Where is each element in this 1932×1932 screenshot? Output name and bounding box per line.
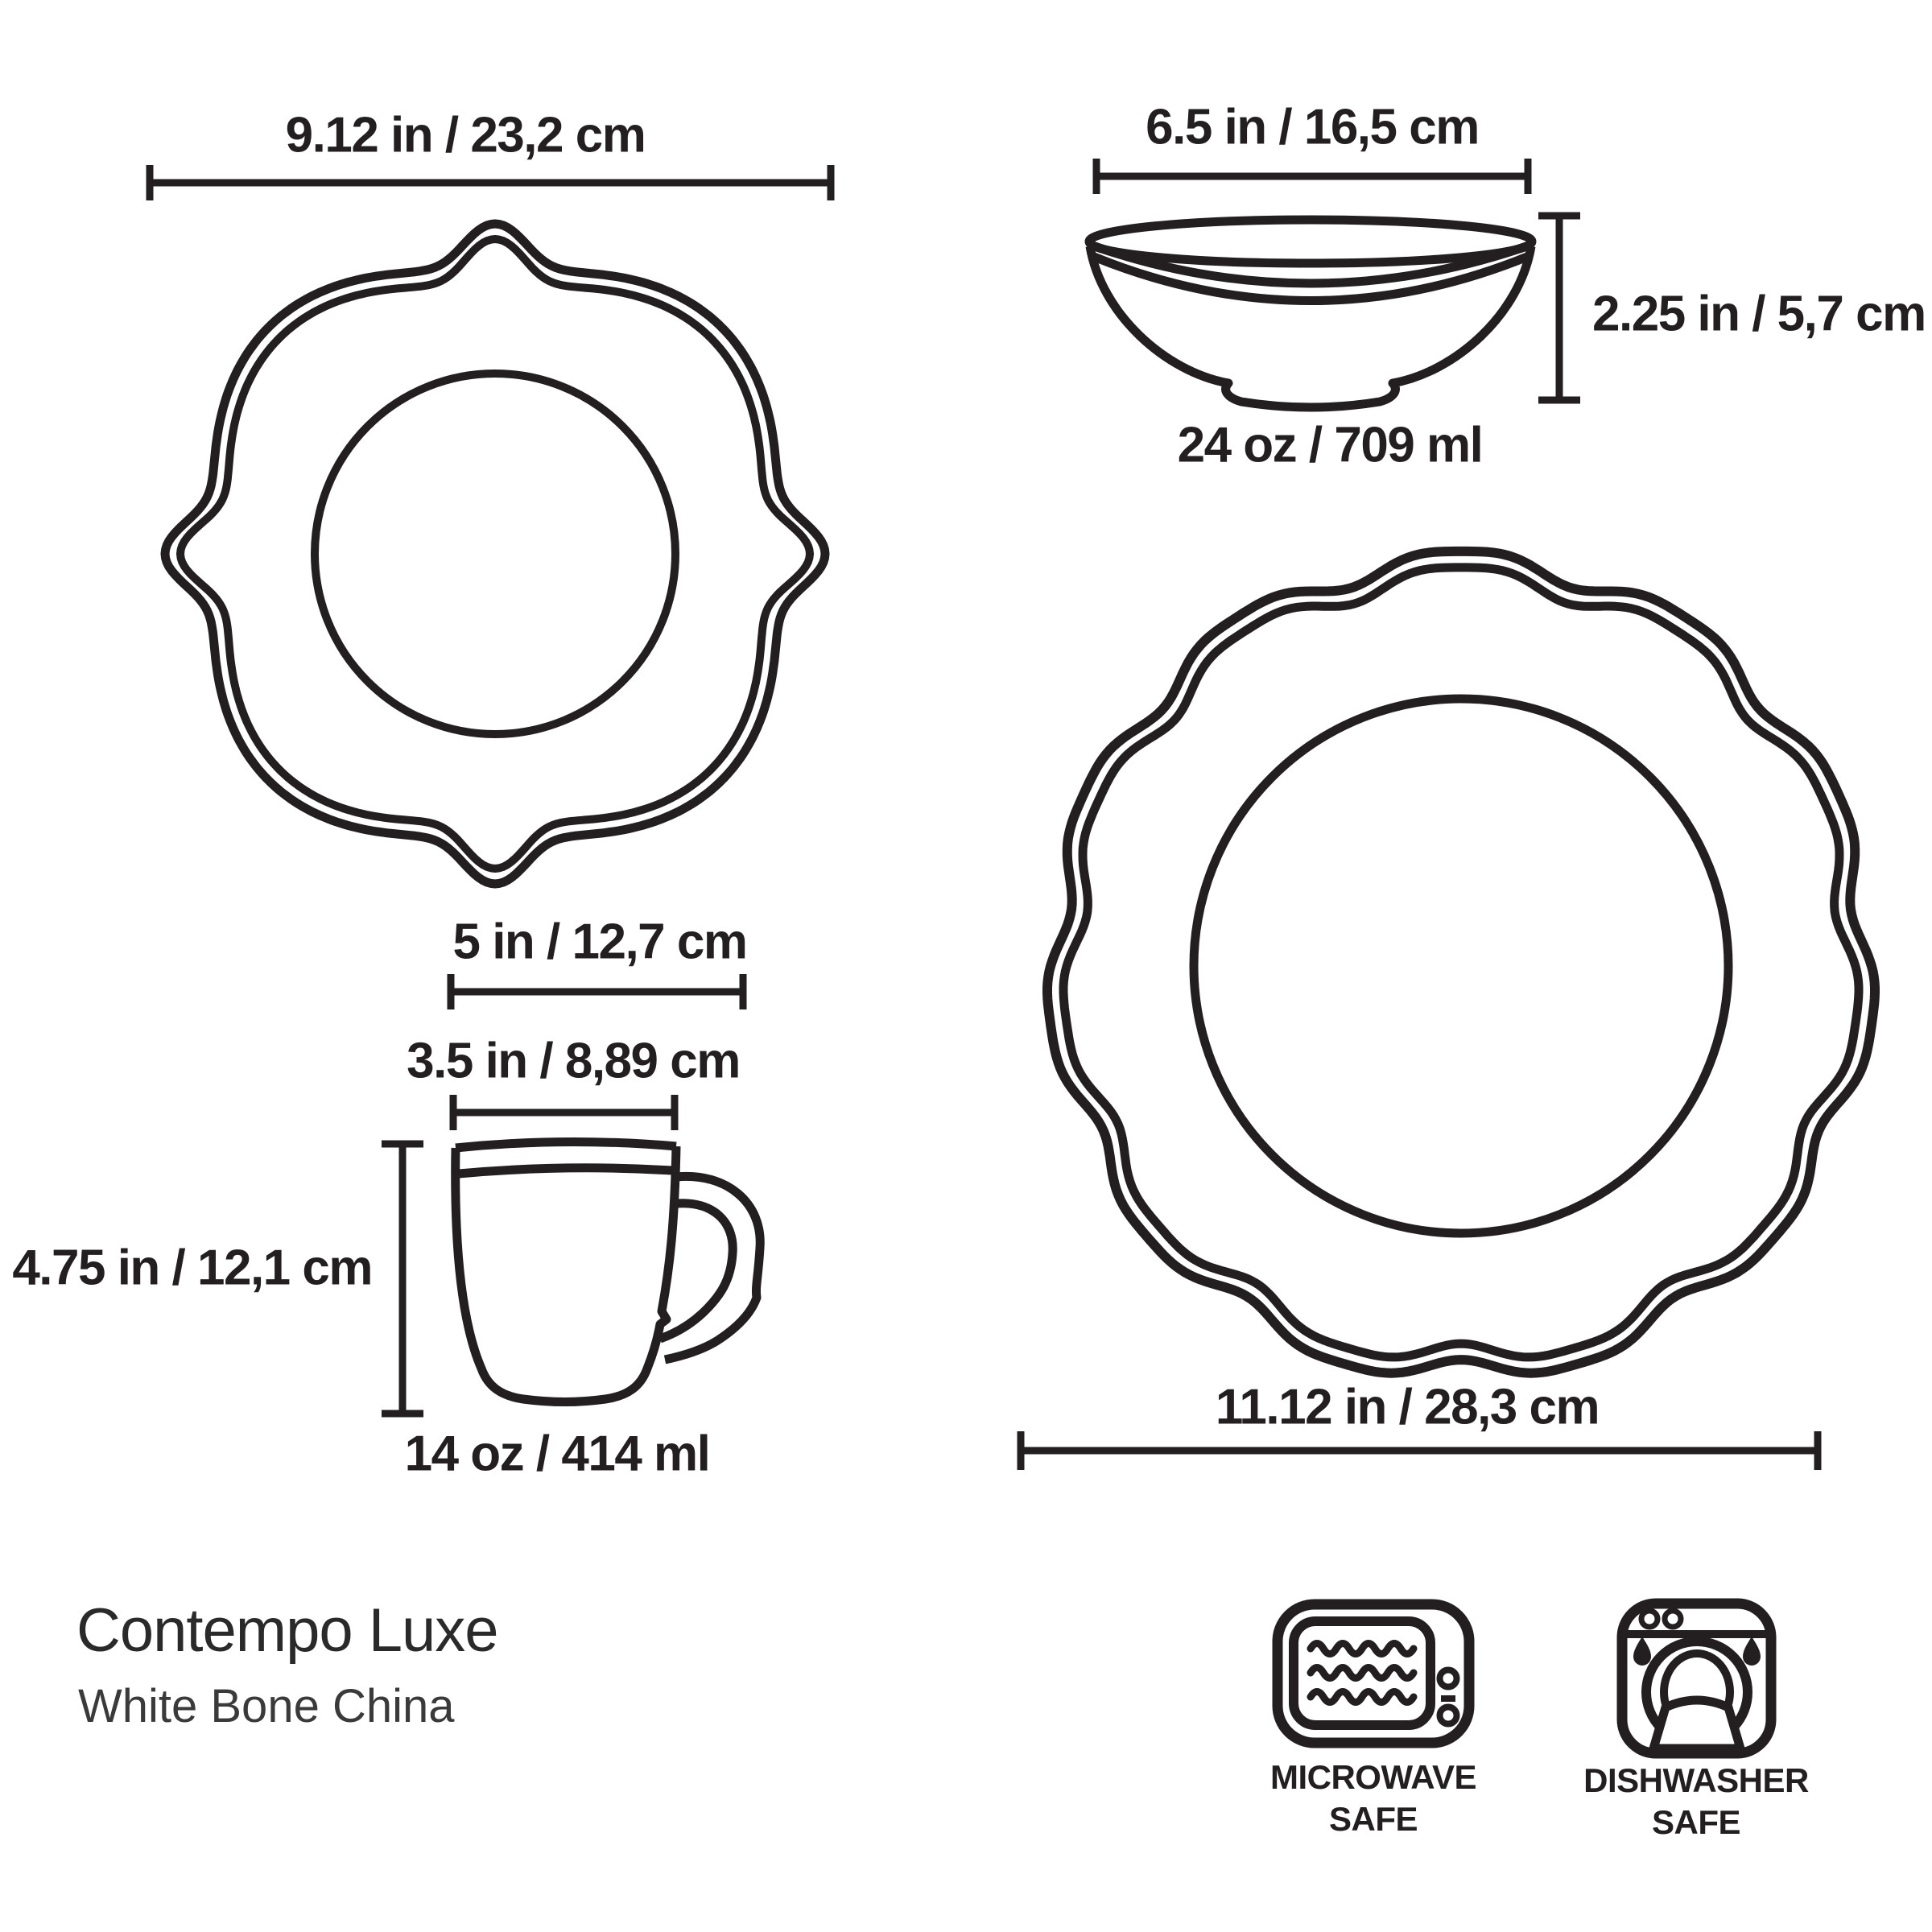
salad-plate-well	[315, 374, 675, 734]
mug-overall-width-label: 5 in / 12,7 cm	[452, 914, 747, 970]
bowl-drawing	[1089, 220, 1532, 407]
mug-rim-width-dimension-line	[453, 1095, 675, 1130]
salad-plate-width-dimension-line	[150, 165, 831, 200]
bowl-capacity-label: 24 oz / 709 ml	[1177, 417, 1483, 473]
water-drop-icon	[1633, 1637, 1651, 1666]
dishwasher-safe-label-line1: DISHWASHER	[1583, 1761, 1809, 1799]
mug-height-dimension-line	[382, 1144, 423, 1414]
bowl-height-label: 2.25 in / 5,7 cm	[1592, 286, 1926, 342]
mug-drawing	[456, 1141, 761, 1402]
salad-plate-width-label: 9.12 in / 23,2 cm	[285, 107, 646, 163]
mug-overall-width-dimension-line	[451, 974, 743, 1009]
bowl-width-dimension-line	[1096, 159, 1528, 194]
dishwasher-safe-label-line2: SAFE	[1651, 1803, 1741, 1841]
microwave-icon	[1278, 1604, 1469, 1743]
mug-height-label: 4.75 in / 12,1 cm	[12, 1240, 372, 1296]
mug-capacity-label: 14 oz / 414 ml	[404, 1426, 710, 1482]
bowl-height-dimension-line	[1538, 216, 1580, 400]
microwave-safe-label-line2: SAFE	[1328, 1800, 1418, 1838]
dinner-plate-well	[1194, 699, 1728, 1233]
salad-plate-drawing	[165, 224, 825, 884]
dinner-plate-drawing	[1047, 551, 1875, 1373]
dinner-plate-width-label: 11.12 in / 28,3 cm	[1215, 1379, 1600, 1435]
material-name: White Bone China	[78, 1680, 455, 1732]
microwave-safe-label-line1: MICROWAVE	[1269, 1758, 1477, 1796]
mug-rim-width-label: 3.5 in / 8,89 cm	[407, 1033, 740, 1089]
dishwasher-icon	[1622, 1604, 1771, 1753]
dinner-plate-width-dimension-line	[1021, 1431, 1818, 1470]
collection-name: Contempo Luxe	[76, 1596, 498, 1665]
water-drop-icon	[1743, 1637, 1761, 1666]
bowl-width-label: 6.5 in / 16,5 cm	[1146, 99, 1479, 155]
